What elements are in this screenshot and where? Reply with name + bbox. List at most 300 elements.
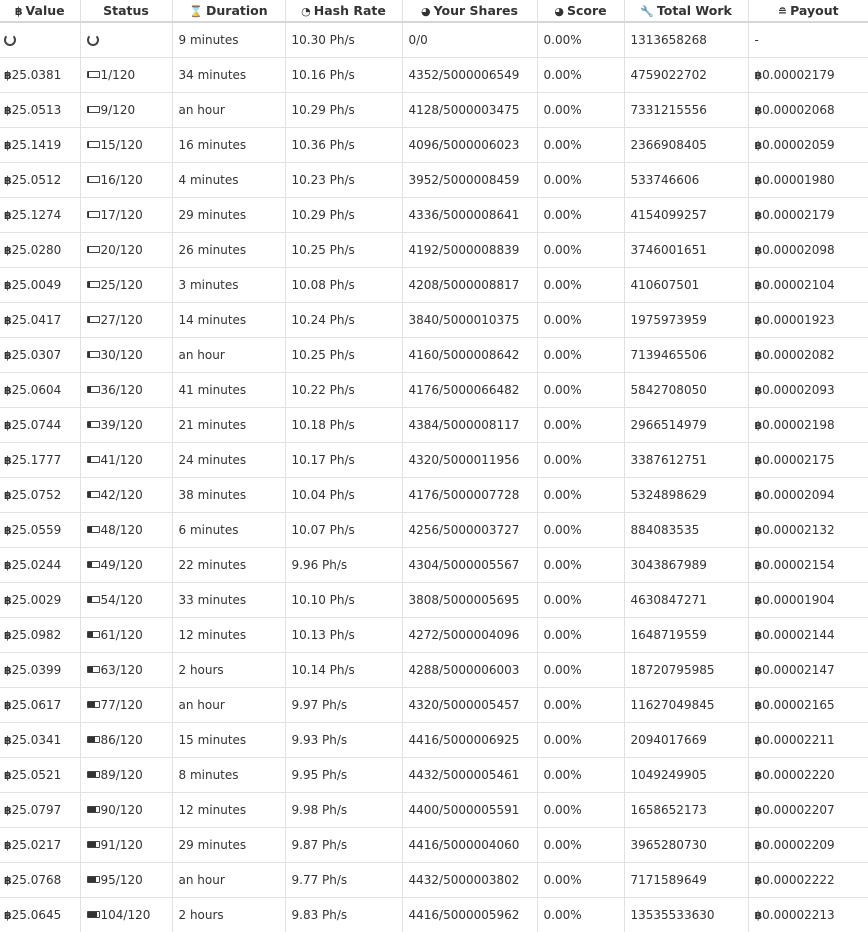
bitcoin-icon: ฿	[4, 419, 12, 432]
value-cell	[0, 163, 80, 198]
column-header	[537, 0, 624, 22]
bitcoin-icon: ฿	[4, 699, 12, 712]
payout-cell	[748, 128, 868, 163]
current-round-row	[0, 22, 868, 58]
column-header	[0, 0, 80, 22]
payout-cell	[748, 233, 868, 268]
score-cell: 0.00%	[537, 198, 624, 233]
total-work-cell: 410607501	[624, 268, 748, 303]
duration-cell: 3 minutes	[172, 268, 285, 303]
value-cell	[0, 93, 80, 128]
bitcoin-icon: ฿	[4, 664, 12, 677]
score-cell: 0.00%	[537, 478, 624, 513]
duration-cell: 29 minutes	[172, 828, 285, 863]
confirmation-progress-fill	[88, 282, 90, 287]
bitcoin-icon: ฿	[4, 69, 12, 82]
hash-rate-cell: 9.98 Ph/s	[285, 793, 402, 828]
confirmations-text: 90/120	[100, 803, 143, 817]
hash-rate-cell: 10.25 Ph/s	[285, 233, 402, 268]
battery-icon	[87, 876, 100, 883]
column-header	[624, 0, 748, 22]
duration-cell: 2 hours	[172, 653, 285, 688]
confirmations-text: 63/120	[100, 663, 143, 677]
score-cell: 0.00%	[537, 303, 624, 338]
table-row	[0, 548, 868, 583]
duration-cell: 33 minutes	[172, 583, 285, 618]
score-cell: 0.00%	[537, 163, 624, 198]
block-value: 25.0617	[11, 698, 62, 712]
shares-cell: 4304/5000005567	[402, 548, 537, 583]
bitcoin-icon: ฿	[754, 454, 763, 467]
score-cell: 0.00%	[537, 128, 624, 163]
spinner-icon	[4, 34, 16, 46]
pie-chart-icon: ◕	[554, 5, 564, 18]
shares-cell: 4416/5000006925	[402, 723, 537, 758]
column-header-label: Value	[25, 3, 65, 18]
confirmation-progress-fill	[88, 387, 91, 392]
bitcoin-icon: ฿	[754, 734, 763, 747]
confirmations-text: 16/120	[100, 173, 143, 187]
column-header-label: Duration	[206, 3, 268, 18]
duration-cell: an hour	[172, 688, 285, 723]
payout-cell	[748, 163, 868, 198]
column-header-label: Hash Rate	[313, 3, 386, 18]
shares-cell: 4416/5000005962	[402, 898, 537, 932]
confirmation-progress-fill	[88, 177, 89, 182]
column-header	[172, 0, 285, 22]
confirmations-text: 15/120	[100, 138, 143, 152]
bitcoin-icon: ฿	[4, 524, 12, 537]
payout-amount: 0.00002209	[762, 838, 835, 852]
score-cell: 0.00%	[537, 828, 624, 863]
confirmation-progress-fill	[88, 422, 92, 427]
payout-cell	[748, 513, 868, 548]
block-value: 25.0604	[11, 383, 62, 397]
payout-cell: -	[748, 22, 868, 58]
hourglass-icon: ⌛	[189, 5, 204, 18]
value-cell	[0, 22, 80, 58]
shares-cell: 4128/5000003475	[402, 93, 537, 128]
hash-rate-cell: 9.96 Ph/s	[285, 548, 402, 583]
payout-cell	[748, 408, 868, 443]
duration-cell: 41 minutes	[172, 373, 285, 408]
status-cell	[80, 723, 172, 758]
payout-amount: 0.00002211	[762, 733, 835, 747]
table-row	[0, 758, 868, 793]
confirmations-text: 86/120	[100, 733, 143, 747]
confirmations-text: 61/120	[100, 628, 143, 642]
total-work-cell: 533746606	[624, 163, 748, 198]
shares-cell: 4384/5000008117	[402, 408, 537, 443]
hash-rate-cell: 9.97 Ph/s	[285, 688, 402, 723]
confirmation-progress-fill	[88, 352, 91, 357]
payout-cell	[748, 303, 868, 338]
table-row	[0, 723, 868, 758]
battery-icon	[87, 211, 100, 218]
value-cell	[0, 898, 80, 932]
shares-cell: 4432/5000005461	[402, 758, 537, 793]
confirmation-progress-fill	[88, 912, 98, 917]
duration-cell: an hour	[172, 863, 285, 898]
shares-cell: 4160/5000008642	[402, 338, 537, 373]
confirmation-progress-fill	[88, 317, 90, 322]
hash-rate-cell: 10.07 Ph/s	[285, 513, 402, 548]
duration-cell: an hour	[172, 338, 285, 373]
bitcoin-icon: ฿	[4, 909, 12, 922]
shares-cell: 3808/5000005695	[402, 583, 537, 618]
total-work-cell: 884083535	[624, 513, 748, 548]
column-header	[285, 0, 402, 22]
block-value: 25.0744	[11, 418, 62, 432]
value-cell	[0, 618, 80, 653]
bitcoin-icon: ฿	[754, 839, 763, 852]
score-cell: 0.00%	[537, 22, 624, 58]
payout-amount: 0.00002144	[762, 628, 835, 642]
confirmations-text: 39/120	[100, 418, 143, 432]
value-cell	[0, 198, 80, 233]
value-cell	[0, 828, 80, 863]
bitcoin-icon: ฿	[4, 244, 12, 257]
table-row	[0, 793, 868, 828]
payout-cell	[748, 373, 868, 408]
score-cell: 0.00%	[537, 688, 624, 723]
payout-amount: 0.00002093	[762, 383, 835, 397]
bitcoin-icon: ฿	[4, 594, 12, 607]
battery-icon	[87, 281, 100, 288]
duration-cell: 21 minutes	[172, 408, 285, 443]
payout-cell	[748, 268, 868, 303]
column-header	[80, 0, 172, 22]
table-row	[0, 443, 868, 478]
confirmations-text: 48/120	[100, 523, 143, 537]
payout-cell	[748, 863, 868, 898]
value-cell	[0, 478, 80, 513]
shares-cell: 4192/5000008839	[402, 233, 537, 268]
status-cell	[80, 688, 172, 723]
duration-cell: 22 minutes	[172, 548, 285, 583]
total-work-cell: 3746001651	[624, 233, 748, 268]
column-header-label: Total Work	[656, 3, 732, 18]
bitcoin-icon: ฿	[754, 384, 763, 397]
payout-cell	[748, 618, 868, 653]
hash-rate-cell: 9.83 Ph/s	[285, 898, 402, 932]
bitcoin-icon: ฿	[4, 804, 12, 817]
duration-cell: 29 minutes	[172, 198, 285, 233]
payout-amount: 0.00002104	[762, 278, 835, 292]
duration-cell: 8 minutes	[172, 758, 285, 793]
bitcoin-icon: ฿	[4, 314, 12, 327]
bitcoin-icon: ฿	[754, 769, 763, 782]
shares-cell: 4272/5000004096	[402, 618, 537, 653]
hash-rate-cell: 9.87 Ph/s	[285, 828, 402, 863]
total-work-cell: 18720795985	[624, 653, 748, 688]
confirmations-text: 89/120	[100, 768, 143, 782]
hash-rate-cell: 10.17 Ph/s	[285, 443, 402, 478]
duration-cell: 26 minutes	[172, 233, 285, 268]
total-work-cell: 7139465506	[624, 338, 748, 373]
duration-cell: 12 minutes	[172, 793, 285, 828]
block-value: 25.0559	[11, 523, 62, 537]
confirmations-text: 9/120	[100, 103, 136, 117]
confirmations-text: 25/120	[100, 278, 143, 292]
duration-cell: 6 minutes	[172, 513, 285, 548]
bitcoin-icon: ฿	[754, 629, 763, 642]
table-row	[0, 898, 868, 932]
hash-rate-cell: 10.23 Ph/s	[285, 163, 402, 198]
block-value: 25.0049	[11, 278, 62, 292]
payout-amount: 0.00002179	[762, 68, 835, 82]
status-cell	[80, 758, 172, 793]
database-icon: ≘	[777, 5, 788, 18]
battery-icon	[87, 246, 100, 253]
confirmations-text: 49/120	[100, 558, 143, 572]
bitcoin-icon: ฿	[754, 349, 763, 362]
bitcoin-icon: ฿	[4, 629, 12, 642]
shares-cell: 4320/5000005457	[402, 688, 537, 723]
payout-amount: 0.00002059	[762, 138, 835, 152]
hash-rate-cell: 10.22 Ph/s	[285, 373, 402, 408]
bitcoin-icon: ฿	[4, 874, 12, 887]
status-cell	[80, 163, 172, 198]
shares-cell: 3952/5000008459	[402, 163, 537, 198]
status-cell	[80, 653, 172, 688]
total-work-cell: 3965280730	[624, 828, 748, 863]
value-cell	[0, 128, 80, 163]
payout-amount: 0.00002082	[762, 348, 835, 362]
block-value: 25.0381	[11, 68, 62, 82]
block-value: 25.0513	[11, 103, 62, 117]
confirmations-text: 95/120	[100, 873, 143, 887]
confirmations-text: 54/120	[100, 593, 143, 607]
status-cell	[80, 93, 172, 128]
total-work-cell: 1975973959	[624, 303, 748, 338]
column-header	[748, 0, 868, 22]
battery-icon	[87, 456, 100, 463]
bitcoin-icon: ฿	[754, 174, 763, 187]
shares-cell: 4176/5000066482	[402, 373, 537, 408]
block-value: 25.1777	[11, 453, 62, 467]
column-header	[402, 0, 537, 22]
value-cell	[0, 583, 80, 618]
confirmation-progress-fill	[88, 247, 90, 252]
total-work-cell: 4759022702	[624, 58, 748, 93]
table-row	[0, 863, 868, 898]
bitcoin-icon: ฿	[4, 489, 12, 502]
battery-icon	[87, 71, 100, 78]
confirmation-progress-fill	[88, 492, 92, 497]
battery-icon	[87, 491, 100, 498]
shares-cell: 4096/5000006023	[402, 128, 537, 163]
bitcoin-icon: ฿	[4, 279, 12, 292]
value-cell	[0, 758, 80, 793]
confirmations-text: 20/120	[100, 243, 143, 257]
battery-icon	[87, 911, 100, 918]
bitcoin-icon: ฿	[754, 664, 763, 677]
battery-icon	[87, 526, 100, 533]
payout-cell	[748, 793, 868, 828]
battery-icon	[87, 351, 100, 358]
confirmation-progress-fill	[88, 212, 90, 217]
table-row	[0, 233, 868, 268]
hash-rate-cell: 10.18 Ph/s	[285, 408, 402, 443]
payout-cell	[748, 723, 868, 758]
status-cell	[80, 583, 172, 618]
payout-cell	[748, 688, 868, 723]
total-work-cell: 1049249905	[624, 758, 748, 793]
payout-cell	[748, 828, 868, 863]
total-work-cell: 2966514979	[624, 408, 748, 443]
status-cell	[80, 373, 172, 408]
payout-cell	[748, 338, 868, 373]
block-value: 25.0399	[11, 663, 62, 677]
shares-cell: 4336/5000008641	[402, 198, 537, 233]
bitcoin-icon: ฿	[754, 104, 763, 117]
block-value: 25.0280	[11, 243, 62, 257]
payout-cell	[748, 93, 868, 128]
hash-rate-cell: 10.14 Ph/s	[285, 653, 402, 688]
status-cell	[80, 22, 172, 58]
duration-cell: 4 minutes	[172, 163, 285, 198]
battery-icon	[87, 421, 100, 428]
confirmations-text: 36/120	[100, 383, 143, 397]
status-cell	[80, 513, 172, 548]
status-cell	[80, 618, 172, 653]
battery-icon	[87, 736, 100, 743]
total-work-cell: 2366908405	[624, 128, 748, 163]
bitcoin-icon: ฿	[754, 244, 763, 257]
confirmations-text: 91/120	[100, 838, 143, 852]
table-row	[0, 373, 868, 408]
duration-cell: 38 minutes	[172, 478, 285, 513]
payout-amount: 0.00002179	[762, 208, 835, 222]
status-cell	[80, 268, 172, 303]
battery-icon	[87, 561, 100, 568]
duration-cell: 12 minutes	[172, 618, 285, 653]
confirmations-text: 104/120	[100, 908, 151, 922]
score-cell: 0.00%	[537, 723, 624, 758]
duration-cell: an hour	[172, 93, 285, 128]
block-value: 25.0307	[11, 348, 62, 362]
bitcoin-icon: ฿	[4, 384, 12, 397]
hash-rate-cell: 9.77 Ph/s	[285, 863, 402, 898]
table-row	[0, 163, 868, 198]
shares-cell: 4432/5000003802	[402, 863, 537, 898]
status-cell	[80, 233, 172, 268]
hash-rate-cell: 10.29 Ph/s	[285, 198, 402, 233]
payout-cell	[748, 478, 868, 513]
battery-icon	[87, 841, 100, 848]
total-work-cell: 1313658268	[624, 22, 748, 58]
score-cell: 0.00%	[537, 793, 624, 828]
total-work-cell: 11627049845	[624, 688, 748, 723]
bitcoin-icon: ฿	[754, 874, 763, 887]
status-cell	[80, 198, 172, 233]
table-row	[0, 688, 868, 723]
confirmation-progress-fill	[88, 632, 94, 637]
battery-icon	[87, 386, 100, 393]
confirmation-progress-fill	[88, 562, 92, 567]
block-value: 25.0752	[11, 488, 62, 502]
score-cell: 0.00%	[537, 443, 624, 478]
bitcoin-icon: ฿	[754, 489, 763, 502]
table-row	[0, 513, 868, 548]
payout-amount: 0.00002147	[762, 663, 835, 677]
status-cell	[80, 443, 172, 478]
battery-icon	[87, 806, 100, 813]
value-cell	[0, 408, 80, 443]
block-value: 25.0645	[11, 908, 62, 922]
table-row	[0, 303, 868, 338]
total-work-cell: 3043867989	[624, 548, 748, 583]
status-cell	[80, 898, 172, 932]
score-cell: 0.00%	[537, 583, 624, 618]
confirmation-progress-fill	[88, 807, 96, 812]
total-work-cell: 1648719559	[624, 618, 748, 653]
hash-rate-cell: 10.08 Ph/s	[285, 268, 402, 303]
battery-icon	[87, 701, 100, 708]
status-cell	[80, 548, 172, 583]
bitcoin-icon: ฿	[4, 769, 12, 782]
duration-cell: 34 minutes	[172, 58, 285, 93]
score-cell: 0.00%	[537, 268, 624, 303]
score-cell: 0.00%	[537, 863, 624, 898]
battery-icon	[87, 771, 100, 778]
bitcoin-icon: ฿	[754, 594, 763, 607]
total-work-cell: 7171589649	[624, 863, 748, 898]
column-header-label: Your Shares	[433, 3, 518, 18]
confirmation-progress-fill	[88, 842, 96, 847]
shares-cell: 4256/5000003727	[402, 513, 537, 548]
payout-cell	[748, 548, 868, 583]
table-row	[0, 408, 868, 443]
bitcoin-icon: ฿	[754, 314, 763, 327]
shares-cell: 4288/5000006003	[402, 653, 537, 688]
bitcoin-icon: ฿	[4, 559, 12, 572]
payout-amount: 0.00002165	[762, 698, 835, 712]
payout-amount: 0.00002207	[762, 803, 835, 817]
hash-rate-cell: 9.95 Ph/s	[285, 758, 402, 793]
column-header-label: Score	[566, 3, 607, 18]
score-cell: 0.00%	[537, 58, 624, 93]
total-work-cell: 1658652173	[624, 793, 748, 828]
table-row	[0, 338, 868, 373]
status-cell	[80, 303, 172, 338]
payout-cell	[748, 583, 868, 618]
payout-cell	[748, 58, 868, 93]
status-cell	[80, 793, 172, 828]
status-cell	[80, 478, 172, 513]
value-cell	[0, 513, 80, 548]
payout-amount: 0.00002094	[762, 488, 835, 502]
confirmation-progress-fill	[88, 772, 96, 777]
payout-amount: 0.00002198	[762, 418, 835, 432]
value-cell	[0, 58, 80, 93]
status-cell	[80, 58, 172, 93]
score-cell: 0.00%	[537, 548, 624, 583]
table-row	[0, 828, 868, 863]
shares-cell: 4320/5000011956	[402, 443, 537, 478]
header-row	[0, 0, 868, 22]
duration-cell: 2 hours	[172, 898, 285, 932]
value-cell	[0, 863, 80, 898]
payout-cell	[748, 898, 868, 932]
score-cell: 0.00%	[537, 233, 624, 268]
confirmation-progress-fill	[88, 142, 89, 147]
bitcoin-icon: ฿	[4, 454, 12, 467]
battery-icon	[87, 316, 100, 323]
shares-cell: 4176/5000007728	[402, 478, 537, 513]
score-cell: 0.00%	[537, 338, 624, 373]
